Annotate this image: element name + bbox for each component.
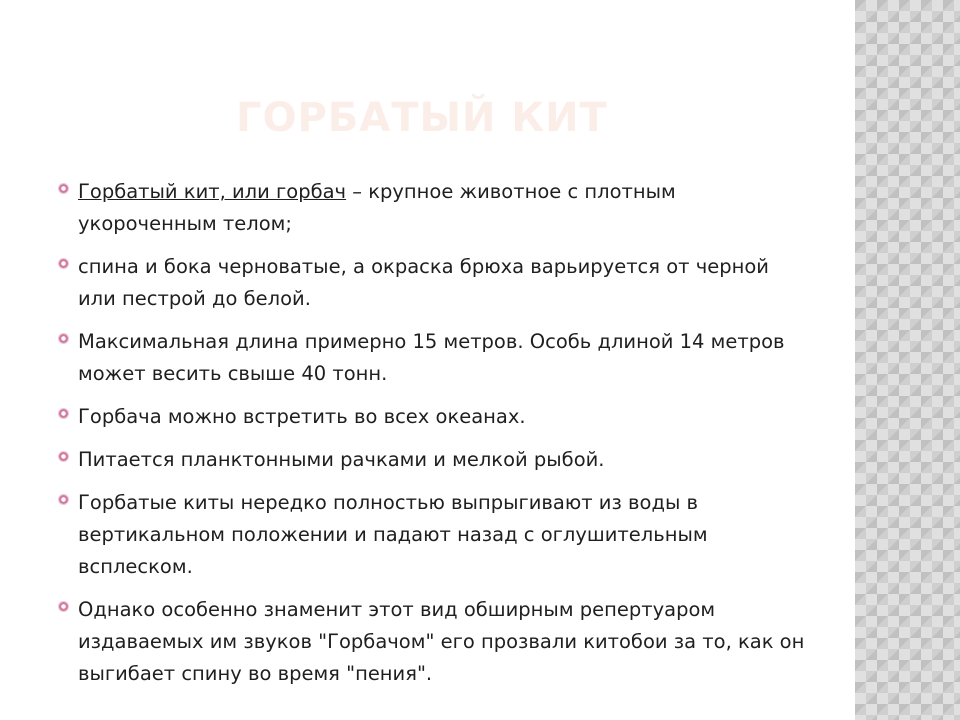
bullet-text: Питается планктонными рачками и мелкой рыбой. [78, 448, 605, 471]
bullet-list [58, 176, 810, 701]
bullet-item [58, 251, 810, 315]
bullet-text: – крупное животное с плотным укороченным телом; [78, 180, 676, 235]
bullet-icon [59, 259, 68, 268]
bullet-text: спина и бока черноватые, а окраска брюха варьируется от черной или пестрой до белой. [78, 255, 769, 310]
bullet-icon [59, 334, 68, 343]
bullet-link-text: Горбатый кит, или горбач [78, 180, 347, 203]
bullet-icon [59, 409, 68, 418]
bullet-text: Горбатые киты нередко полностью выпрыгивают из воды в вертикальном положении и падают назад с оглушительным всплеском. [78, 491, 708, 578]
bullet-item [58, 594, 810, 690]
decorative-side-panel [855, 0, 960, 720]
bullet-item [58, 176, 810, 240]
slide-title: ГОРБАТЫЙ КИТ [236, 95, 608, 141]
bullet-text: Однако особенно знаменит этот вид обширным репертуаром издаваемых им звуков "Горбачом" его прозвали китобои за то, как он выгибает спину во время "пения". [78, 598, 805, 685]
bullet-icon [59, 602, 68, 611]
bullet-icon [59, 452, 68, 461]
bullet-text: Максимальная длина примерно 15 метров. Особь длиной 14 метров может весить свыше 40 тонн. [78, 330, 785, 385]
bullet-item [58, 401, 810, 433]
bullet-item [58, 444, 810, 476]
bullet-item [58, 487, 810, 583]
bullet-icon [59, 495, 68, 504]
bullet-icon [59, 184, 68, 193]
bullet-text: Горбача можно встретить во всех океанах. [78, 405, 526, 428]
bullet-item [58, 326, 810, 390]
